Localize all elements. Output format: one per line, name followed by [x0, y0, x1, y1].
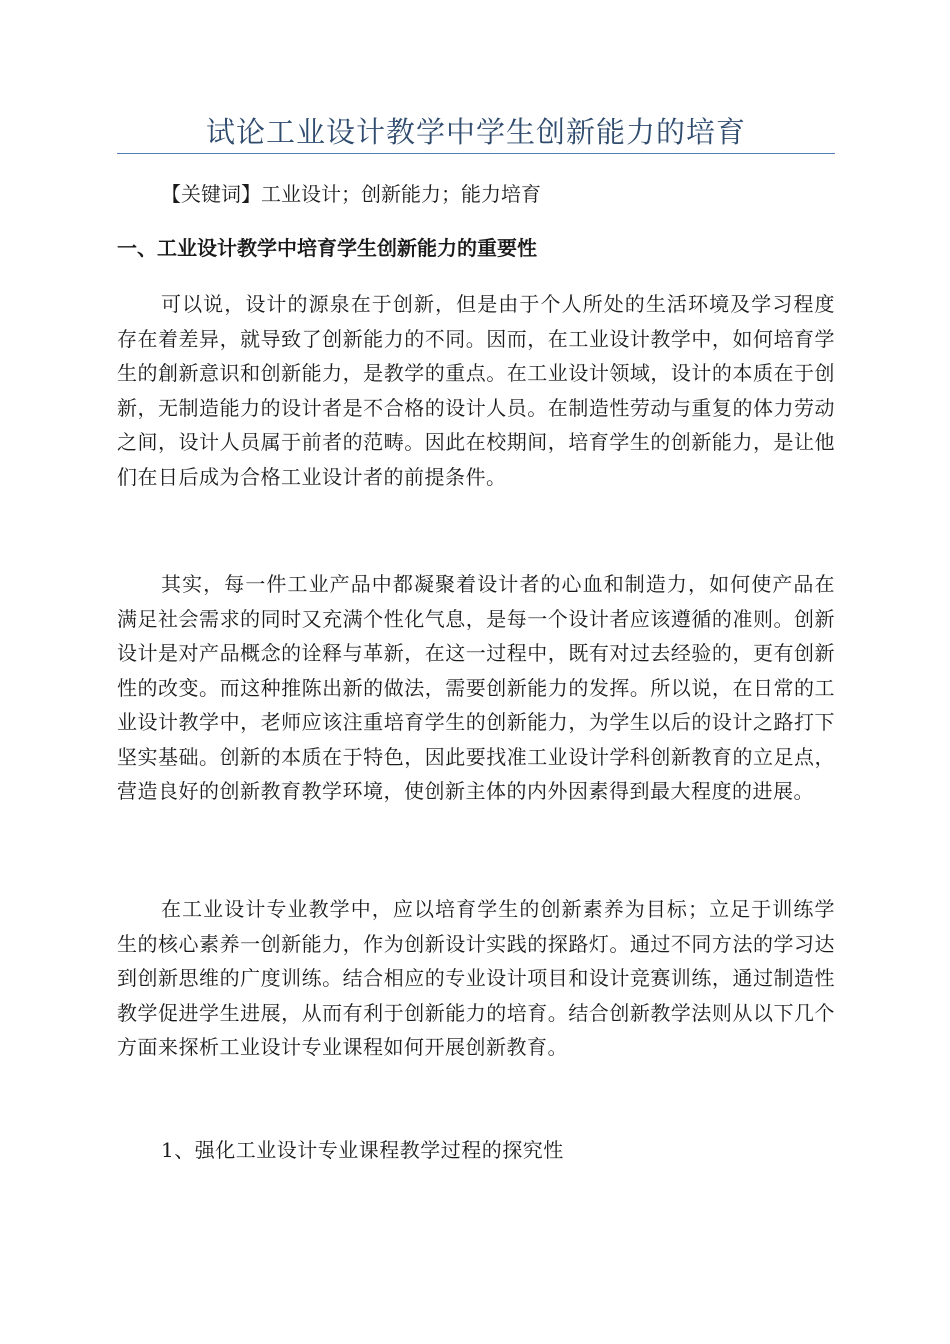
document-title: 试论工业设计教学中学生创新能力的培育: [205, 115, 746, 149]
paragraph-1: 可以说，设计的源泉在于创新，但是由于个人所处的生活环境及学习程度存在着差异，就导致了创新能力的不同。因而，在工业设计教学中，如何培育学生的創新意识和创新能力，是教学的重点。在工业设计领域，设计的本质在于创新，无制造能力的设计者是不合格的设计人员。在制造性劳动与重复的体力劳动之间，设计人员属于前者的范畴。因此在校期间，培育学生的创新能力，是让他们在日后成为合格工业设计者的前提条件。: [117, 292, 835, 489]
title-underline: [117, 153, 835, 154]
paragraph-3: 在工业设计专业教学中，应以培育学生的创新素养为目标；立足于训练学生的核心素养一创新能力，作为创新设计实践的探路灯。通过不同方法的学习达到创新思维的广度训练。结合相应的专业设计项目和设计竞赛训练，通过制造性教学促进学生进展，从而有利于创新能力的培育。结合创新教学法则从以下几个方面来探析工业设计专业课程如何开展创新教育。: [117, 897, 835, 1059]
section-heading: 一、工业设计教学中培育学生创新能力的重要性: [117, 236, 537, 260]
keywords-line: 【关键词】工业设计；创新能力；能力培育: [161, 182, 541, 206]
paragraph-2: 其实，每一件工业产品中都凝聚着设计者的心血和制造力，如何使产品在满足社会需求的同时又充满个性化气息，是每一个设计者应该遵循的准则。创新设计是对产品概念的诠释与革新，在这一过程中，既有对过去经验的，更有创新性的改变。而这种推陈出新的做法，需要创新能力的发挥。所以说，在日常的工业设计教学中，老师应该注重培育学生的创新能力，为学生以后的设计之路打下坚实基础。创新的本质在于特色，因此要找准工业设计学科创新教育的立足点，营造良好的创新教育教学环境，使创新主体的内外因素得到最大程度的进展。: [117, 572, 835, 803]
subsection-heading: 1、强化工业设计专业课程教学过程的探究性: [161, 1138, 564, 1162]
